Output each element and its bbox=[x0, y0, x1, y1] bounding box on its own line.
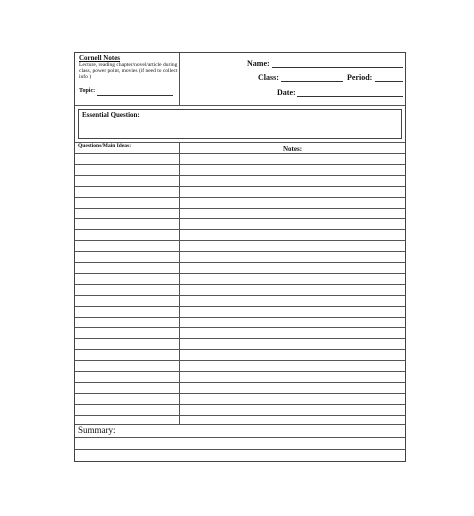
note-row-line[interactable] bbox=[75, 197, 405, 198]
sheet-title: Cornell Notes bbox=[79, 54, 121, 62]
note-row-line[interactable] bbox=[75, 371, 405, 372]
note-row-line[interactable] bbox=[75, 338, 405, 339]
note-row-line[interactable] bbox=[75, 186, 405, 187]
summary-top-rule bbox=[75, 424, 405, 425]
summary-line[interactable] bbox=[75, 437, 405, 438]
period-label: Period: bbox=[347, 73, 373, 82]
note-row-line[interactable] bbox=[75, 360, 405, 361]
note-row-line[interactable] bbox=[75, 175, 405, 176]
note-row-line[interactable] bbox=[75, 240, 405, 241]
note-row-line[interactable] bbox=[75, 382, 405, 383]
note-rows[interactable] bbox=[75, 53, 405, 463]
note-row-line[interactable] bbox=[75, 349, 405, 350]
note-row-line[interactable] bbox=[75, 273, 405, 274]
sheet-description: Lecture, reading chapter/novel/article during class, power point, movies (if need to collect info ) bbox=[79, 62, 178, 80]
note-row-line[interactable] bbox=[75, 306, 405, 307]
name-label: Name: bbox=[247, 59, 270, 68]
note-row-line[interactable] bbox=[75, 327, 405, 328]
questions-column-header: Questions/Main Ideas: bbox=[78, 143, 132, 149]
note-row-line[interactable] bbox=[75, 404, 405, 405]
note-row-line[interactable] bbox=[75, 218, 405, 219]
note-row-line[interactable] bbox=[75, 251, 405, 252]
essential-question-label: Essential Question: bbox=[82, 111, 140, 119]
summary-line[interactable] bbox=[75, 449, 405, 450]
note-row-line[interactable] bbox=[75, 317, 405, 318]
cornell-notes-sheet bbox=[74, 52, 406, 462]
note-row-line[interactable] bbox=[75, 164, 405, 165]
date-label: Date: bbox=[277, 88, 296, 97]
note-row-line[interactable] bbox=[75, 229, 405, 230]
note-row-line[interactable] bbox=[75, 262, 405, 263]
class-label: Class: bbox=[258, 73, 279, 82]
topic-label: Topic: bbox=[79, 88, 96, 94]
notes-column-header: Notes: bbox=[283, 145, 303, 153]
note-row-line[interactable] bbox=[75, 415, 405, 416]
note-row-line[interactable] bbox=[75, 295, 405, 296]
note-row-line[interactable] bbox=[75, 284, 405, 285]
note-row-line[interactable] bbox=[75, 153, 405, 154]
note-row-line[interactable] bbox=[75, 393, 405, 394]
summary-label: Summary: bbox=[78, 425, 116, 435]
note-row-line[interactable] bbox=[75, 208, 405, 209]
